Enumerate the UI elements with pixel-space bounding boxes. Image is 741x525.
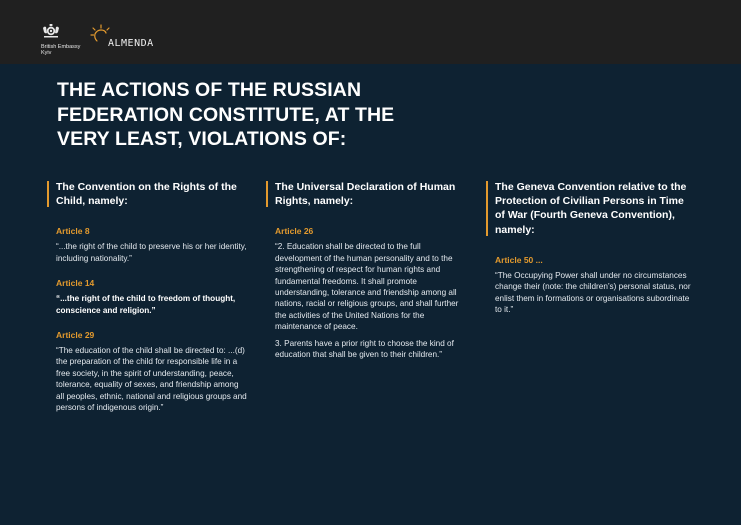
embassy-name: British Embassy <box>41 44 81 50</box>
article-text: “2. Education shall be directed to the full development of the human personality and to the strengthening of respect for human rights and fundamental freedoms. It shall promote understanding, tolerance and friendship among all nations, racial or religious groups, and shall further the activities of the United Nations for the maintenance of peace. <box>275 242 459 332</box>
article-text: “...the right of the child to preserve his or her identity, including nationality.” <box>56 242 247 263</box>
top-bar <box>0 0 741 64</box>
column-geneva-convention <box>486 180 691 315</box>
column-convention-rights-child <box>47 180 247 413</box>
article-label: Article 50 ... <box>495 254 543 265</box>
column-title: The Convention on the Rights of the Child, namely: <box>47 180 247 208</box>
page-headline: THE ACTIONS OF THE RUSSIAN FEDERATION CONSTITUTE, AT THE VERY LEAST, VIOLATIONS OF: <box>57 79 395 150</box>
column-universal-declaration <box>266 180 466 360</box>
royal-crest-icon <box>41 22 61 39</box>
embassy-city: Kyiv <box>41 50 52 56</box>
article-text: 3. Parents have a prior right to choose the kind of education that shall be given to their children.” <box>275 338 454 360</box>
article-text: “The education of the child shall be directed to: ...(d) the preparation of the child for responsible life in a free society, in the spirit of understanding, peace, tolerance, equality of sexes, and friendship among all peoples, ethnic, national and religious groups and persons of indigenous origin.” <box>56 346 247 413</box>
article-label: Article 29 <box>56 330 95 341</box>
article-text: “The Occupying Power shall under no circumstances change their (note: the children’s) personal status, nor enlist them in formations or organisations subordinate to it.” <box>495 270 691 315</box>
almenda-logo <box>90 24 160 52</box>
column-title: The Geneva Convention relative to the Protection of Civilian Persons in Time of War (Fourth Geneva Convention), namely: <box>486 180 691 237</box>
column-title: The Universal Declaration of Human Rights, namely: <box>266 180 466 208</box>
article-text: “...the right of the child to freedom of thought, conscience and religion.” <box>56 294 236 315</box>
almenda-wordmark: ALMENDA <box>108 38 154 49</box>
article-label: Article 26 <box>275 226 314 237</box>
article-label: Article 8 <box>56 226 90 237</box>
article-label: Article 14 <box>56 278 95 289</box>
british-embassy-logo <box>41 22 91 56</box>
